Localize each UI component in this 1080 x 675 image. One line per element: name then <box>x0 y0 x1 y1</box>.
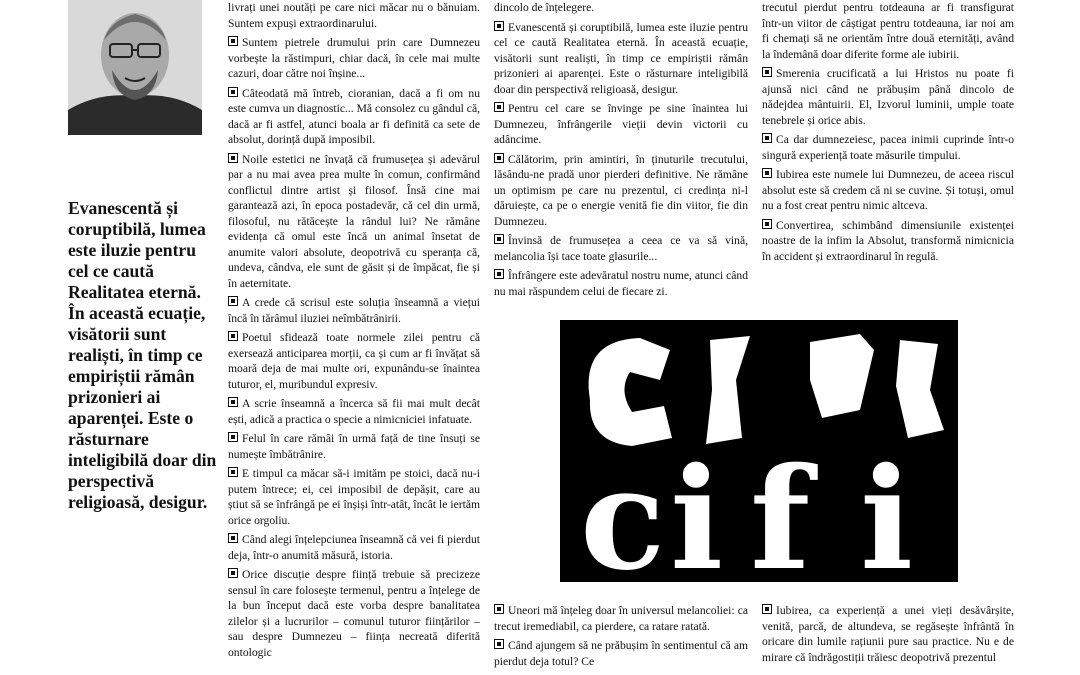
paragraph: Suntem pietrele drumului prin care Dumnezeu vorbește la răstimpuri, chiar dacă, în cele mai multe cazuri, doar către noi înșine... <box>228 36 480 80</box>
paragraph: E timpul ca măcar să-i imităm pe stoici, dacă nu-i putem întrece; ei, cei imposibil de depășit, care au știut să se înfrângă pe ei înșiși într-atât, încât le iertăm orice orgoliu. <box>228 467 480 527</box>
bullet-box-icon <box>762 604 772 614</box>
paragraph: Orice discuție despre ființă trebuie să precizeze sensul în care folosește termenul, pentru a înțelege de la bun început dacă este vorba despre banalitatea zilelor și a lucrurilor – comunul tuturor ființărilor – sau despre Dumnezeu – ființa necreată diferită ontologic <box>228 568 480 659</box>
author-portrait <box>68 0 202 135</box>
bullet-box-icon <box>762 168 772 178</box>
paragraph: Călătorim, prin amintiri, în ținuturile trecutului, lăsându-ne pradă unor pierderi definitive. Ne rămâne un optimism pe care nu prezentul, ci credința ni-l dăruiește, ca pe o energie venită fie din viitor, fie din Dumnezeu. <box>494 152 748 228</box>
bullet-box-icon <box>762 133 772 143</box>
bullet-box-icon <box>228 467 238 477</box>
bullet-box-icon <box>494 269 504 279</box>
paragraph: livrați unei noutăți pe care nici măcar nu o bănuiam. Suntem expuși extraordinarului. <box>228 1 480 30</box>
text-column-5 <box>762 603 1014 675</box>
paragraph: Când ajungem să ne prăbușim în sentimentul că am pierdut deja totul? Ce <box>494 639 748 668</box>
bullet-box-icon <box>494 102 504 112</box>
text-column-2 <box>494 0 748 310</box>
paragraph: Iubirea, ca experiență a unei vieți desăvârșite, venită, parcă, de altundeva, se regăsește înfrântă în oricare din lumile rațiunii pure sau practice. Nu e de mirare că îndrăgostiții trăiesc deopotrivă prezentul <box>762 604 1014 664</box>
bullet-box-icon <box>228 432 238 442</box>
paragraph: trecutul pierdut pentru totdeauna ar fi transfigurat într-un viitor de câștigat pentru totdeauna, iar noi am fi chemați să ne orientăm între două eternități, având la îndemână doar diferite forme ale iubirii. <box>762 1 1014 61</box>
text-column-4 <box>494 603 748 675</box>
bullet-box-icon <box>494 604 504 614</box>
bullet-box-icon <box>228 153 238 163</box>
paragraph: Când alegi înțelepciunea înseamnă că vei fi pierdut deja, într-o anumită măsură, istoria. <box>228 533 480 562</box>
paragraph: A scrie înseamnă a încerca să fii mai mult decât ești, adică a practica o specie a nimicniciei infatuate. <box>228 397 480 426</box>
paragraph: Noile estetici ne învață că frumusețea și adevărul par a nu mai avea prea multe în comun, confirmând conflictul dintre artist și filosof. Însă cine mai garantează azi, în epoca postadevăr, că cel din urmă, filosoful, nu rătăcește la rândul lui? Ne rămâne evidența că omul este încă un animal însetat de anumite valori absolute, deopotrivă cu speranța că, undeva, cândva, ele sunt de găsit și de împăcat, fie și în aeternitate. <box>228 152 480 290</box>
paragraph: Iubirea este numele lui Dumnezeu, de aceea riscul absolut este să credem că ni se cuvine. Și totuși, omul nu a fost creat pentru nimic altceva. <box>762 168 1014 212</box>
paragraph: Pentru cel care se învinge pe sine înaintea lui Dumnezeu, înfrângerile vieții devin victorii cu adâncime. <box>494 102 748 146</box>
paragraph: Uneori mă înțeleg doar în universul melancoliei: ca trecut iremediabil, ca pierdere, ca ratare ratată. <box>494 604 748 633</box>
bullet-box-icon <box>228 568 238 578</box>
pull-quote: Evanescentă și coruptibilă, lumea este iluzie pentru cel ce caută Realitatea eternă. În această ecuație, visătorii sunt realiști, în timp ce empiriștii rămân prizonieri ai aparenței. Este o răsturnare inteligibilă doar din perspectivă religioasă, desigur. <box>68 198 217 512</box>
bullet-box-icon <box>494 639 504 649</box>
bullet-box-icon <box>228 36 238 46</box>
text-column-3 <box>762 0 1014 310</box>
svg-text:i: i <box>860 438 914 582</box>
bullet-box-icon <box>494 21 504 31</box>
paragraph: Felul în care rămâi în urmă față de tine însuți se numește îmbătrânire. <box>228 432 480 461</box>
paragraph: Poetul sfidează toate normele zilei pentru că exersează anticiparea morții, ca și cum ar fi învățat să moară deja de mai multe ori, expunându-se înaintea tuturor, el, muribundul expresiv. <box>228 331 480 391</box>
text-column-1 <box>228 0 480 675</box>
paragraph: A crede că scrisul este soluția înseamnă a viețui încă în tărâmul iluziei neîmbătrânirii. <box>228 296 480 325</box>
bullet-box-icon <box>494 234 504 244</box>
svg-text:c: c <box>580 438 666 582</box>
bullet-box-icon <box>494 153 504 163</box>
bullet-box-icon <box>228 87 238 97</box>
svg-text:i: i <box>670 438 724 582</box>
artwork-image <box>560 320 958 582</box>
paragraph: Smerenia crucificată a lui Hristos nu poate fi ajunsă nici când ne prăbușim până dincolo de nădejdea mântuirii. El, Izvorul luminii, umple toate tenebrele și orice abis. <box>762 67 1014 127</box>
bullet-box-icon <box>762 219 772 229</box>
paragraph: Învinsă de frumusețea a ceea ce va să vină, melancolia își tace toate glasurile... <box>494 234 748 263</box>
bullet-box-icon <box>228 397 238 407</box>
paragraph: Convertirea, schimbând dimensiunile existenței noastre de la infim la Absolut, transformă nimicnicia în accident și extraordinarul în regulă. <box>762 218 1014 263</box>
bullet-box-icon <box>228 331 238 341</box>
paragraph: Evanescentă și coruptibilă, lumea este iluzie pentru cel ce caută Realitatea eternă. În această ecuație, visătorii sunt realiști, în timp ce empiriștii rămân prizonieri ai aparenței. Este o răsturnare inteligibilă doar din perspectivă religioasă, desigur. <box>494 20 748 96</box>
svg-text:f: f <box>750 438 811 582</box>
bullet-box-icon <box>228 296 238 306</box>
bullet-box-icon <box>762 67 772 77</box>
paragraph: Înfrângere este adevăratul nostru nume, atunci când nu mai răspundem celui de fiecare zi. <box>494 269 748 298</box>
paragraph: Ca dar dumnezeiesc, pacea inimii cuprinde într-o singură experiență toate măsurile timpului. <box>762 133 1014 162</box>
bullet-box-icon <box>228 533 238 543</box>
paragraph: dincolo de înțelegere. <box>494 1 595 14</box>
paragraph: Câteodată mă întreb, cioranian, dacă a fi om nu este cumva un diagnostic... Mă consolez cu gândul că, dacă ar fi astfel, atunci boala ar fi definită ca sete de absolut, dorință după imposibil. <box>228 86 480 146</box>
